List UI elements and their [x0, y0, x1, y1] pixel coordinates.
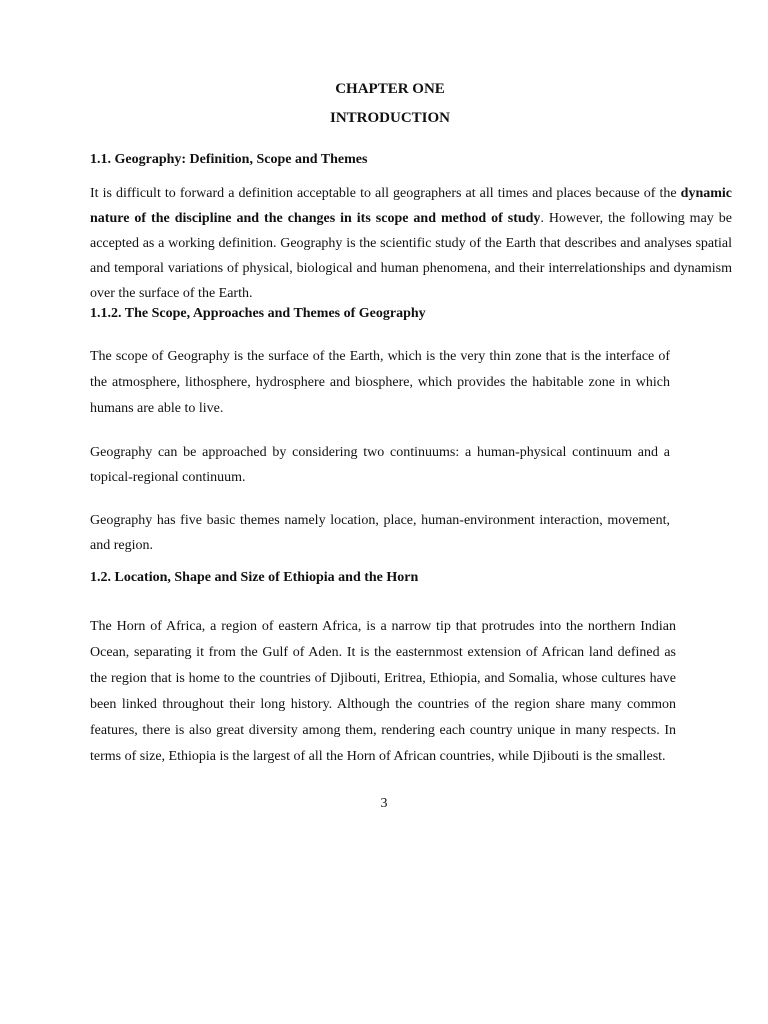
chapter-label: CHAPTER ONE [335, 81, 445, 97]
page-number: 3 [380, 796, 388, 811]
paragraph-definition-part-a: It is difficult to forward a definition acceptable to all geographers at all times and places because of the [90, 186, 681, 201]
paragraph-themes: Geography has five basic themes namely location, place, human-environment interaction, movement, and region. [90, 513, 670, 553]
paragraph-definition-bold: dynamic nature of the discipline and the changes in its scope and method of study [90, 186, 732, 226]
chapter-title: INTRODUCTION [329, 110, 450, 126]
paragraph-scope: The scope of Geography is the surface of the Earth, which is the very thin zone that is the interface of the atmosphere, lithosphere, hydrosphere and biosphere, which provides the habitable zone in which humans are able to live. [90, 349, 670, 416]
paragraph-approaches: Geography can be approached by considering two continuums: a human-physical continuum and a topical-regional continuum. [90, 445, 670, 485]
paragraph-horn-of-africa: The Horn of Africa, a region of eastern Africa, is a narrow tip that protrudes into the northern Indian Ocean, separating it from the Gulf of Aden. It is the easternmost extension of African land defined as the region that is home to the countries of Djibouti, Eritrea, Ethiopia, and Somalia, whose cultures have been linked throughout their long history. Although the countries of the region share many common features, there is also great diversity among them, rendering each country unique in many respects. In terms of size, Ethiopia is the largest of all the Horn of African countries, while Djibouti is the smallest. [90, 619, 676, 764]
section-heading-geography-definition: 1.1. Geography: Definition, Scope and Themes [90, 152, 368, 167]
section-heading-location-ethiopia: 1.2. Location, Shape and Size of Ethiopia and the Horn [90, 570, 419, 585]
section-heading-scope-approaches: 1.1.2. The Scope, Approaches and Themes of Geography [90, 306, 426, 321]
paragraph-definition [90, 181, 732, 306]
paragraph-definition-part-b: . However, the following may be accepted as a working definition. Geography is the scientific study of the Earth that describes and analyses spatial and temporal variations of physical, biological and human phenomena, and their interrelationships and dynamism over the surface of the Earth. [90, 211, 732, 301]
